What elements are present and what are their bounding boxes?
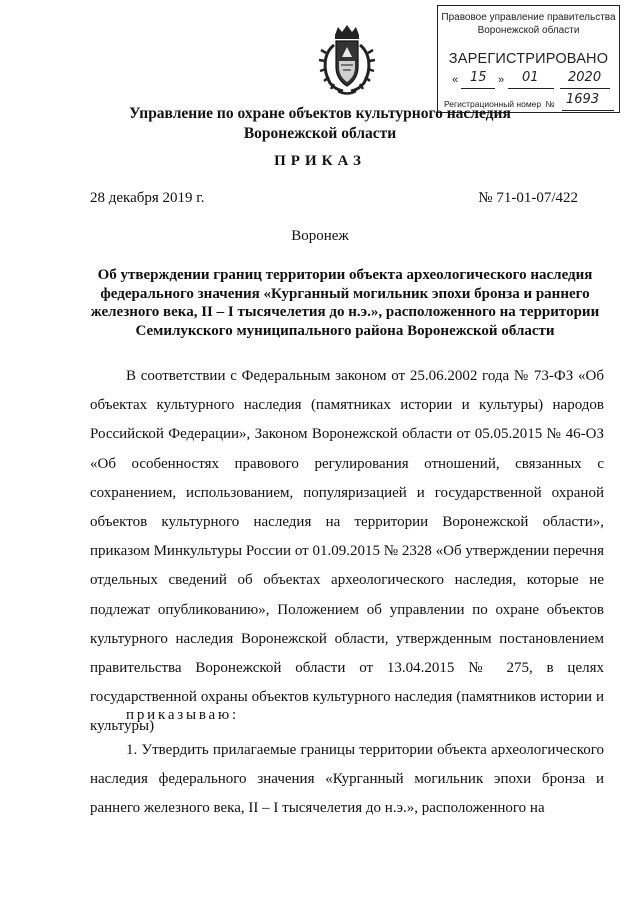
stamp-registered: ЗАРЕГИСТРИРОВАНО — [448, 51, 609, 67]
order-item-1: 1. Утвердить прилагаемые границы территории объекта археологического наследия федерального значения «Курганный могильник эпохи бронза и раннего железного века, II – I тысячелетия до н.э.», расположенного на — [90, 742, 604, 817]
document-date: 28 декабря 2019 г. — [90, 190, 205, 206]
coat-of-arms-emblem — [318, 23, 376, 97]
document-city: Воронеж — [291, 228, 349, 244]
document-number: № 71-01-07/422 — [478, 190, 578, 206]
department-line2: Воронежской области — [243, 125, 397, 142]
stamp-org-line2: Воронежской области — [477, 25, 580, 36]
stamp-org-line1: Правовое управление правительства — [441, 12, 616, 23]
stamp-date-year: 2020 — [568, 70, 602, 85]
stamp-number-value: 1693 — [566, 92, 600, 107]
department-line1: Управление по охране объектов культурного наследия — [129, 105, 511, 122]
document-title: Об утверждении границ территории объекта археологического наследия федерального значения «Курганный могильник эпохи бронза и раннего железного века, II – I тысячелетия до н.э.», расположенного на территории Семилукского муниципального района Воронежской области — [90, 267, 600, 339]
department-name — [0, 104, 640, 144]
stamp-number: Регистрационный номер № 1693 — [444, 99, 615, 111]
stamp-organization — [438, 11, 619, 37]
stamp-number-label: Регистрационный номер — [444, 99, 542, 109]
preamble-paragraph: В соответствии с Федеральным законом от 25.06.2002 года № 73-ФЗ «Об объектах культурного наследия (памятниках истории и культуры) народов Российской Федерации», Законом Воронежской области от 05.05.2015 № 46-ОЗ «Об особенностях правового регулирования отношений, связанных с сохранением, использованием, популяризацией и государственной охраной объектов культурного наследия на территории Воронежской области», приказом Минкультуры России от 01.09.2015 № 2328 «Об утверждении перечня отдельных сведений об объектах археологического наследия, которые не подлежат опубликованию», Положением об управлении по охране объектов культурного наследия Воронежской области, утвержденным постановлением правительства Воронежской области от 13.04.2015 № 275, в целях государственной охраны объектов культурного наследия (памятников истории и культуры) — [90, 368, 604, 735]
stamp-date-day: 15 — [470, 70, 487, 85]
stamp-date-month: 01 — [522, 70, 539, 85]
document-type: ПРИКАЗ — [274, 153, 366, 169]
stamp-date: « 15 » 01 2020 — [450, 74, 613, 92]
registration-stamp — [437, 5, 620, 113]
order-word: приказываю: — [126, 707, 239, 723]
